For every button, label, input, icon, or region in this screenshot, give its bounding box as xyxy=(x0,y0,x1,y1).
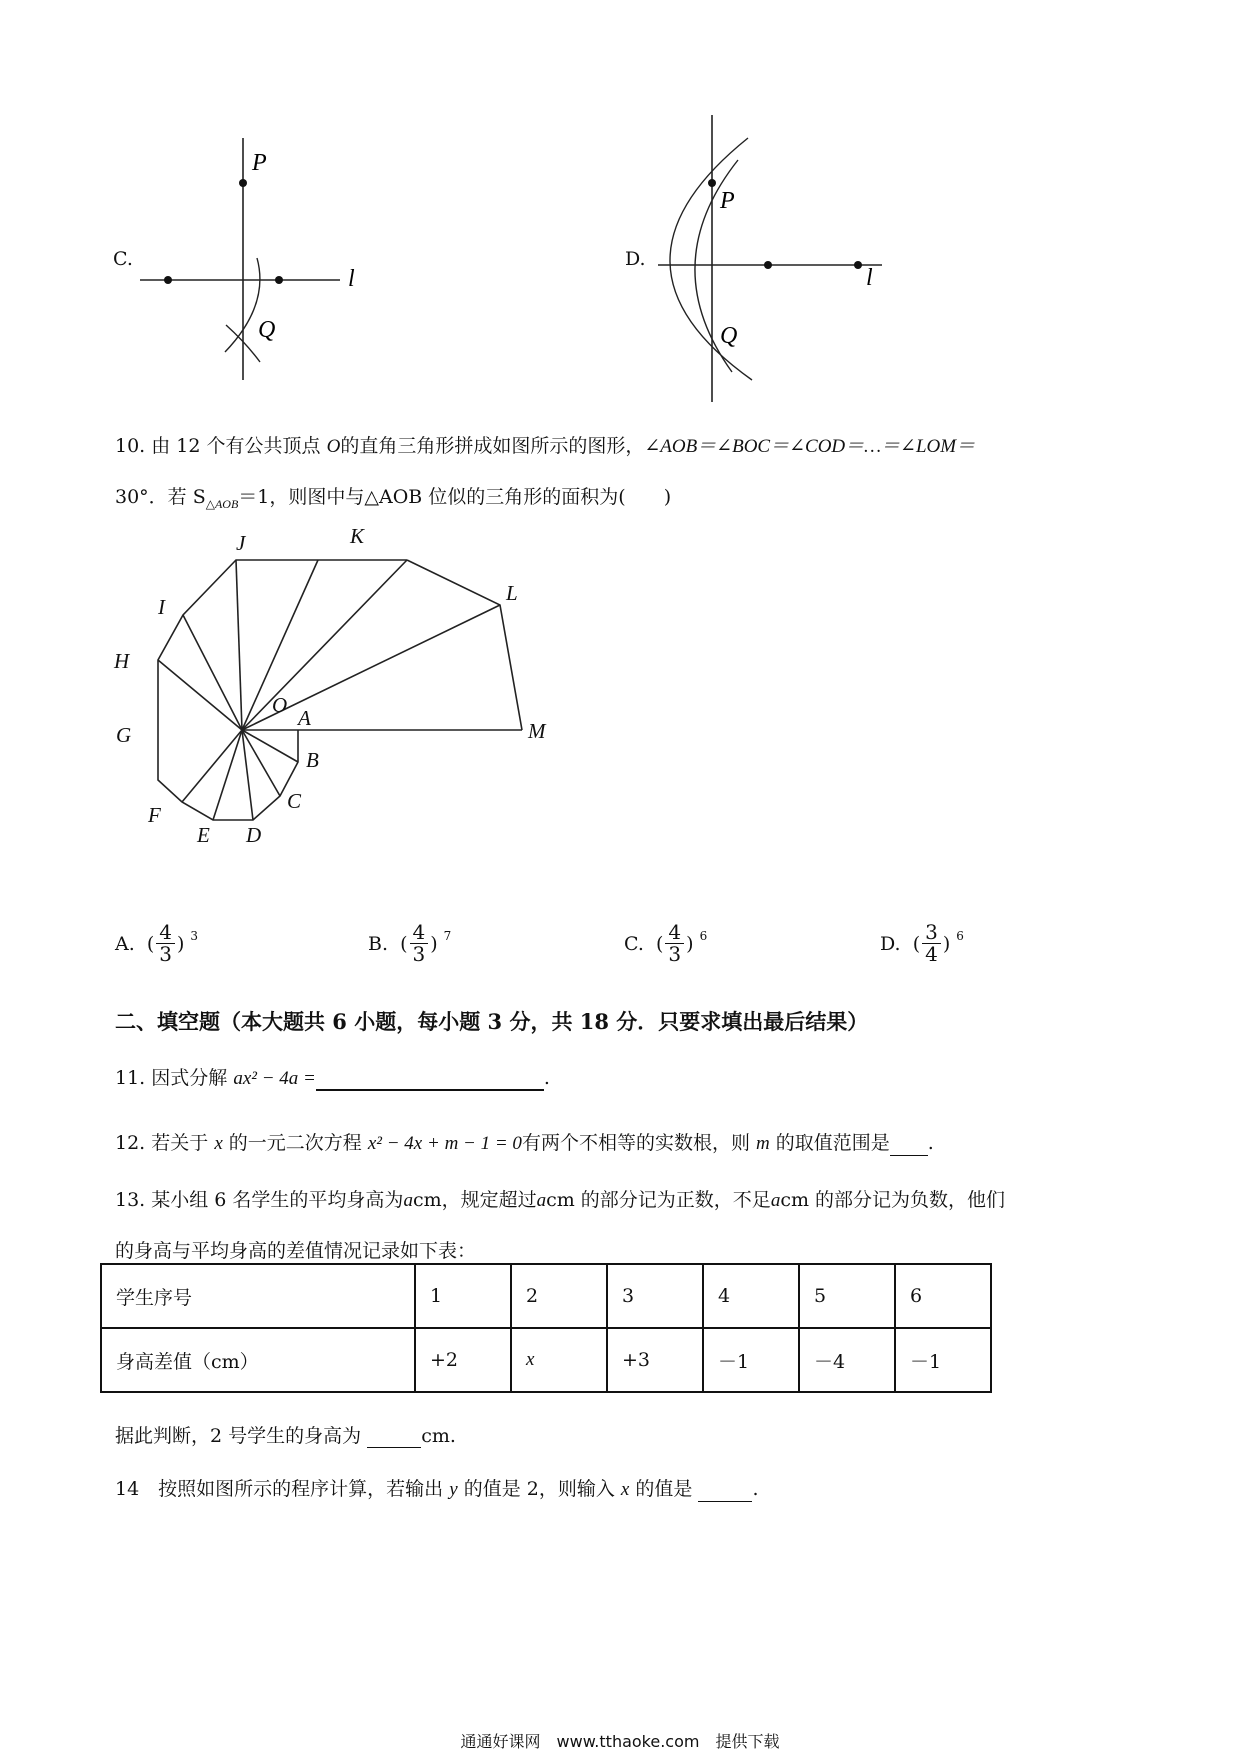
table-cell: 4 xyxy=(703,1264,799,1328)
page-footer: 通通好课网 www.tthaoke.com 提供下载 xyxy=(460,1732,780,1751)
option-d-fraction: $\frac{3}{4}$ xyxy=(922,922,941,965)
option-d-label: D. xyxy=(625,248,646,270)
table-cell: +3 xyxy=(607,1328,703,1392)
question-12: 12. 若关于 x 的一元二次方程 x² − 4x + m − 1 = 0有两个不相等的实数根，则 m 的取值范围是 . xyxy=(115,1132,934,1154)
question-11-answer-blank[interactable] xyxy=(316,1069,544,1091)
figure-d-diagram xyxy=(650,110,910,410)
figure-c-label-q: Q xyxy=(258,317,276,343)
question-13-answer-blank[interactable] xyxy=(367,1427,421,1448)
option-a-fraction: $\frac{4}{3}$ xyxy=(156,922,175,965)
option-a: A. ( $\frac{4}{3}$ ) $^3$ xyxy=(115,920,199,966)
table-cell: 身高差值（cm） xyxy=(101,1328,415,1392)
option-d: D. ( $\frac{3}{4}$ ) $^6$ xyxy=(880,920,964,966)
table-cell: －4 xyxy=(799,1328,895,1392)
figure-d-label-l: l xyxy=(866,265,873,291)
vertex-a-label: A xyxy=(298,706,311,730)
table-cell: x xyxy=(511,1328,607,1392)
figure-c-point-right xyxy=(275,276,283,284)
question-13-line-1: 13. 某小组 6 名学生的平均身高为acm，规定超过acm 的部分记为正数，不足acm 的部分记为负数，他们 xyxy=(115,1189,1006,1211)
vertex-i-label: I xyxy=(158,595,165,619)
question-14-answer-blank[interactable] xyxy=(698,1481,752,1502)
vertex-d-label: D xyxy=(246,823,262,847)
table-cell: 2 xyxy=(511,1264,607,1328)
vertex-e-label: E xyxy=(197,823,210,847)
figure-d-point-right xyxy=(854,261,862,269)
question-12-answer-blank[interactable] xyxy=(890,1135,928,1156)
table-cell: 5 xyxy=(799,1264,895,1328)
option-b-fraction: $\frac{4}{3}$ xyxy=(410,922,429,965)
vertex-k-label: K xyxy=(350,524,365,548)
table-cell: 1 xyxy=(415,1264,511,1328)
figure-d-label-q: Q xyxy=(720,323,738,349)
table-cell: －1 xyxy=(895,1328,991,1392)
question-13-line-2: 的身高与平均身高的差值情况记录如下表： xyxy=(115,1240,477,1262)
table-cell: 学生序号 xyxy=(101,1264,415,1328)
height-difference-table xyxy=(100,1263,992,1393)
table-cell: 3 xyxy=(607,1264,703,1328)
figure-c-point-left xyxy=(164,276,172,284)
question-12-equation: x² − 4x + m − 1 = 0 xyxy=(367,1133,522,1154)
question-13-conclusion: 据此判断，2 号学生的身高为 cm. xyxy=(115,1425,456,1447)
vertex-h-label: H xyxy=(114,649,130,673)
table-row xyxy=(101,1264,991,1328)
table-cell: +2 xyxy=(415,1328,511,1392)
vertex-g-label: G xyxy=(116,723,132,747)
figure-d-arc-outer xyxy=(670,138,752,380)
question-11-expression: ax² − 4a = xyxy=(233,1068,316,1089)
vertex-l-label: L xyxy=(506,581,518,605)
figure-c-point-p xyxy=(239,179,247,187)
option-c-label: C. xyxy=(113,248,133,270)
vertex-b-label: B xyxy=(306,748,319,772)
figure-c-label-p: P xyxy=(252,150,267,176)
figure-c-label-l: l xyxy=(348,266,355,292)
figure-d-point-p xyxy=(708,179,716,187)
table-cell: 6 xyxy=(895,1264,991,1328)
table-cell: －1 xyxy=(703,1328,799,1392)
question-10-number: 10. xyxy=(115,435,146,457)
figure-d-point-mid xyxy=(764,261,772,269)
table-row xyxy=(101,1328,991,1392)
figure-c-diagram xyxy=(130,130,370,390)
option-b: B. ( $\frac{4}{3}$ ) $^7$ xyxy=(368,920,452,966)
section-2-title: 二、填空题（本大题共 6 小题，每小题 3 分，共 18 分．只要求填出最后结果） xyxy=(115,1009,869,1034)
vertex-m-label: M xyxy=(528,719,546,743)
figure-d-label-p: P xyxy=(720,188,735,214)
vertex-c-label: C xyxy=(287,789,302,813)
question-11: 11. 因式分解 ax² − 4a = . xyxy=(115,1067,550,1089)
vertex-j-label: J xyxy=(236,531,246,555)
option-c-fraction: $\frac{4}{3}$ xyxy=(665,922,684,965)
option-c: C. ( $\frac{4}{3}$ ) $^6$ xyxy=(624,920,708,966)
vertex-o-label: O xyxy=(272,693,288,717)
question-10-line-2: 30°．若 $S_{\triangle AOB}=1$，则图中与△AOB 位似的三角形的面积为( ) xyxy=(115,486,672,511)
spiral-edges xyxy=(158,560,522,820)
question-10-spiral-figure xyxy=(100,520,570,850)
vertex-f-label: F xyxy=(148,803,161,827)
question-10-line-1: 10. 由 12 个有公共顶点 O的直角三角形拼成如图所示的图形，∠AOB＝∠BOC＝∠COD＝…＝∠LOM＝ xyxy=(115,435,976,457)
question-10-angles: ∠AOB＝∠BOC＝∠COD＝…＝∠LOM＝ xyxy=(644,436,976,457)
question-14: 14 按照如图所示的程序计算，若输出 y 的值是 2，则输入 x 的值是 . xyxy=(115,1478,759,1500)
